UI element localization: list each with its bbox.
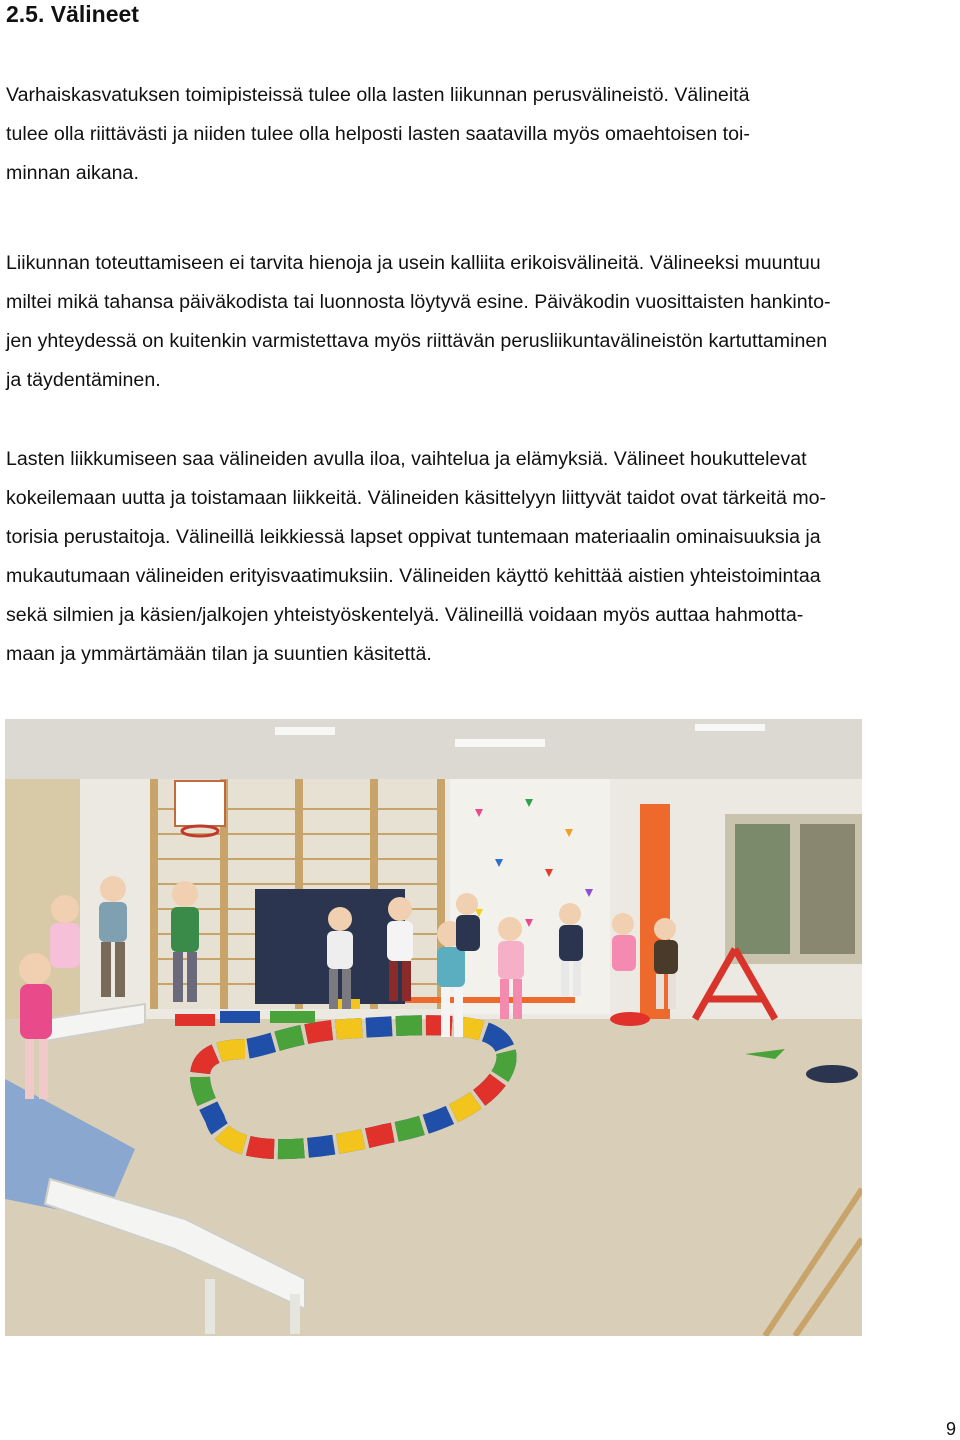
- paragraph-line: ja täydentäminen.: [6, 369, 161, 391]
- basketball-board: [175, 781, 225, 826]
- gym-illustration: [5, 719, 862, 1336]
- stepping-block: [270, 1011, 315, 1023]
- stepping-block: [175, 1014, 215, 1026]
- paragraph-line: mukautumaan välineiden erityisvaatimuksiin. Välineiden käyttö kehittää aistien yhteistoimintaa: [6, 565, 821, 587]
- floor-disc: [610, 1012, 650, 1026]
- paragraph-1: [6, 76, 958, 193]
- paragraph-2: [6, 244, 958, 400]
- paragraph-line: miltei mikä tahansa päiväkodista tai luonnosta löytyvä esine. Päiväkodin vuosittaisten hankinto-: [6, 291, 831, 313]
- paragraph-line: Liikunnan toteuttamiseen ei tarvita hienoja ja usein kalliita erikoisvälineitä. Välineeksi muuntuu: [6, 252, 821, 274]
- paragraph-line: Varhaiskasvatuksen toimipisteissä tulee olla lasten liikunnan perusvälineistö. Välineitä: [6, 84, 750, 106]
- ceiling-light: [455, 739, 545, 747]
- paragraph-line: Lasten liikkumiseen saa välineiden avulla iloa, vaihtelua ja elämyksiä. Välineet houkuttelevat: [6, 448, 807, 470]
- paragraph-line: minnan aikana.: [6, 162, 139, 184]
- paragraph-line: tulee olla riittävästi ja niiden tulee olla helposti lasten saatavilla myös omaehtoisen toi-: [6, 123, 750, 145]
- section-heading: 2.5. Välineet: [6, 1, 139, 27]
- page-number: 9: [945, 1419, 956, 1439]
- paragraph-3: [6, 440, 958, 674]
- balance-beam: [405, 997, 575, 1003]
- paragraph-line: kokeilemaan uutta ja toistamaan liikkeitä. Välineiden käsittelyyn liittyvät taidot ovat tärkeitä mo-: [6, 487, 827, 509]
- paragraph-line: torisia perustaitoja. Välineillä leikkiessä lapset oppivat tuntemaan materiaalin ominaisuuksia ja: [6, 526, 821, 548]
- stepping-block: [220, 1011, 260, 1023]
- floor-disc: [806, 1065, 858, 1083]
- ceiling-light: [695, 724, 765, 731]
- floor: [5, 1019, 862, 1336]
- ceiling-light: [275, 727, 335, 735]
- gym-photo: [5, 719, 862, 1336]
- paragraph-line: maan ja ymmärtämään tilan ja suuntien käsitettä.: [6, 643, 432, 665]
- paragraph-line: sekä silmien ja käsien/jalkojen yhteistyöskentelyä. Välineillä voidaan myös auttaa hahmotta-: [6, 604, 804, 626]
- paragraph-line: jen yhteydessä on kuitenkin varmistettava myös riittävän perusliikuntavälineistön kartuttaminen: [6, 330, 828, 352]
